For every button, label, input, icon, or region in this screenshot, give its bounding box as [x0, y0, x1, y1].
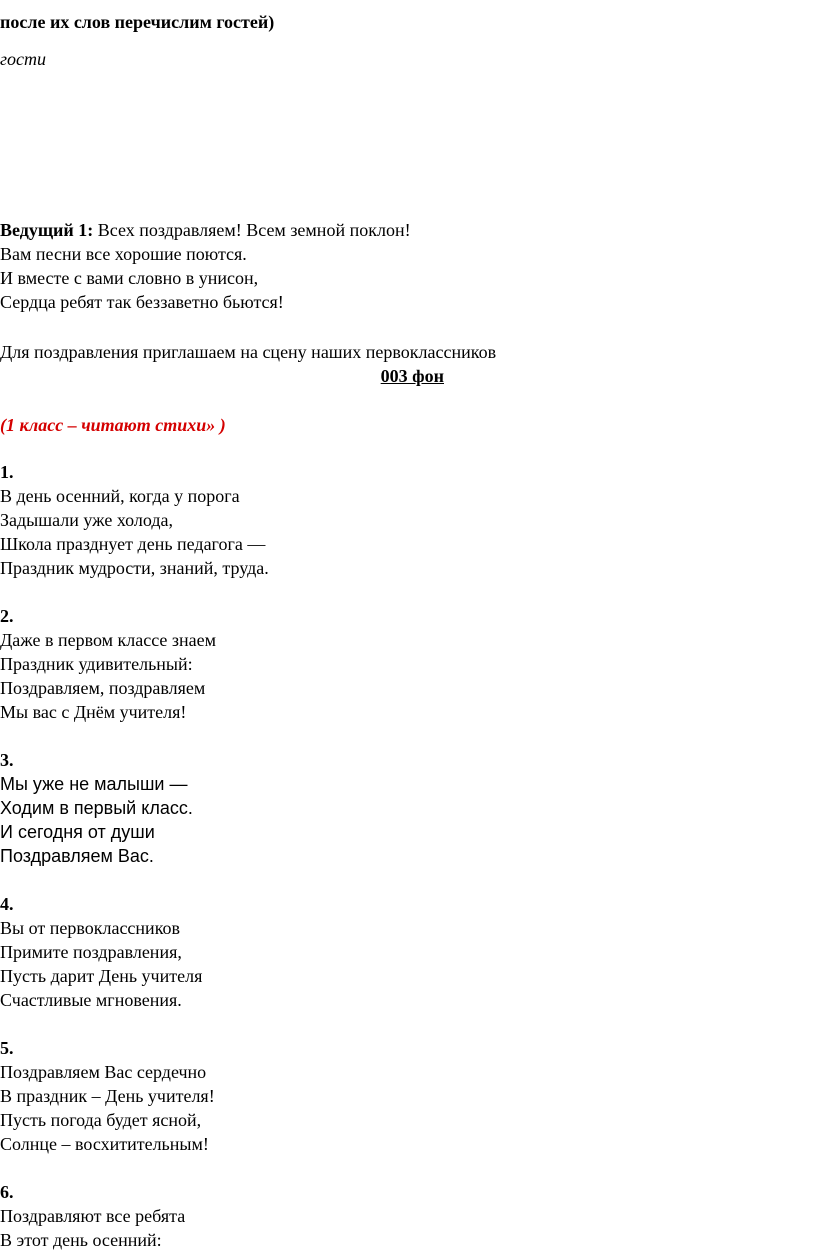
poem-number: 4. — [0, 894, 14, 914]
poem-line: Праздник мудрости, знаний, труда. — [0, 558, 269, 578]
poem-line: Вы от первоклассников — [0, 918, 181, 938]
poem-line: Поздравляем Вас сердечно — [0, 1062, 207, 1082]
poem-line: Праздник удивительный: — [0, 654, 193, 674]
poem-line: Поздравляем Вас. — [0, 846, 154, 866]
poem-4 — [0, 892, 816, 1012]
music-cue-line — [0, 364, 816, 388]
poem-line: Мы вас с Днём учителя! — [0, 702, 187, 722]
guests-label: гости — [0, 49, 47, 69]
poem-line: В день осенний, когда у порога — [0, 486, 240, 506]
class-note: (1 класс – читают стихи» ) — [0, 415, 226, 435]
host-line-4: Сердца ребят так беззаветно бьются! — [0, 292, 284, 312]
poem-number: 5. — [0, 1038, 14, 1058]
poem-line: Поздравляем, поздравляем — [0, 678, 206, 698]
host-line-3: И вместе с вами словно в унисон, — [0, 268, 259, 288]
poem-line: Поздравляют все ребята — [0, 1206, 186, 1226]
poem-2 — [0, 604, 816, 724]
host-line-1 — [0, 218, 816, 242]
poem-line: В этот день осенний: — [0, 1230, 162, 1250]
host-text-1: Всех поздравляем! Всем земной поклон! — [93, 220, 411, 240]
poem-line: Солнце – восхитительным! — [0, 1134, 209, 1154]
poem-line: Задышали уже холода, — [0, 510, 174, 530]
poem-line: Пусть погода будет ясной, — [0, 1110, 202, 1130]
poem-line: Мы уже не малыши — — [0, 774, 188, 794]
invite-line: Для поздравления приглашаем на сцену наших первоклассников — [0, 342, 497, 362]
intro-line: после их слов перечислим гостей) — [0, 12, 275, 32]
poem-line: Ходим в первый класс. — [0, 798, 193, 818]
music-cue: 003 фон — [380, 366, 444, 386]
poem-line: Пусть дарит День учителя — [0, 966, 203, 986]
host-speech — [0, 218, 816, 314]
poem-5 — [0, 1036, 816, 1156]
poem-number: 2. — [0, 606, 14, 626]
guests-block — [0, 47, 816, 71]
intro-block — [0, 10, 816, 34]
poem-line: И сегодня от души — [0, 822, 155, 842]
poem-number: 3. — [0, 750, 14, 770]
poem-3 — [0, 748, 816, 868]
host-line-2: Вам песни все хорошие поются. — [0, 244, 247, 264]
class-note-block — [0, 413, 816, 437]
poem-line: Школа празднует день педагога — — [0, 534, 266, 554]
poem-number: 6. — [0, 1182, 14, 1202]
poem-line: В праздник – День учителя! — [0, 1086, 215, 1106]
poem-6 — [0, 1180, 816, 1252]
poem-1 — [0, 460, 816, 580]
poem-line: Счастливые мгновения. — [0, 990, 182, 1010]
poem-number: 1. — [0, 462, 14, 482]
poem-line: Примите поздравления, — [0, 942, 182, 962]
poem-line: Даже в первом классе знаем — [0, 630, 217, 650]
invite-block — [0, 340, 816, 388]
host-label: Ведущий 1: — [0, 220, 94, 240]
